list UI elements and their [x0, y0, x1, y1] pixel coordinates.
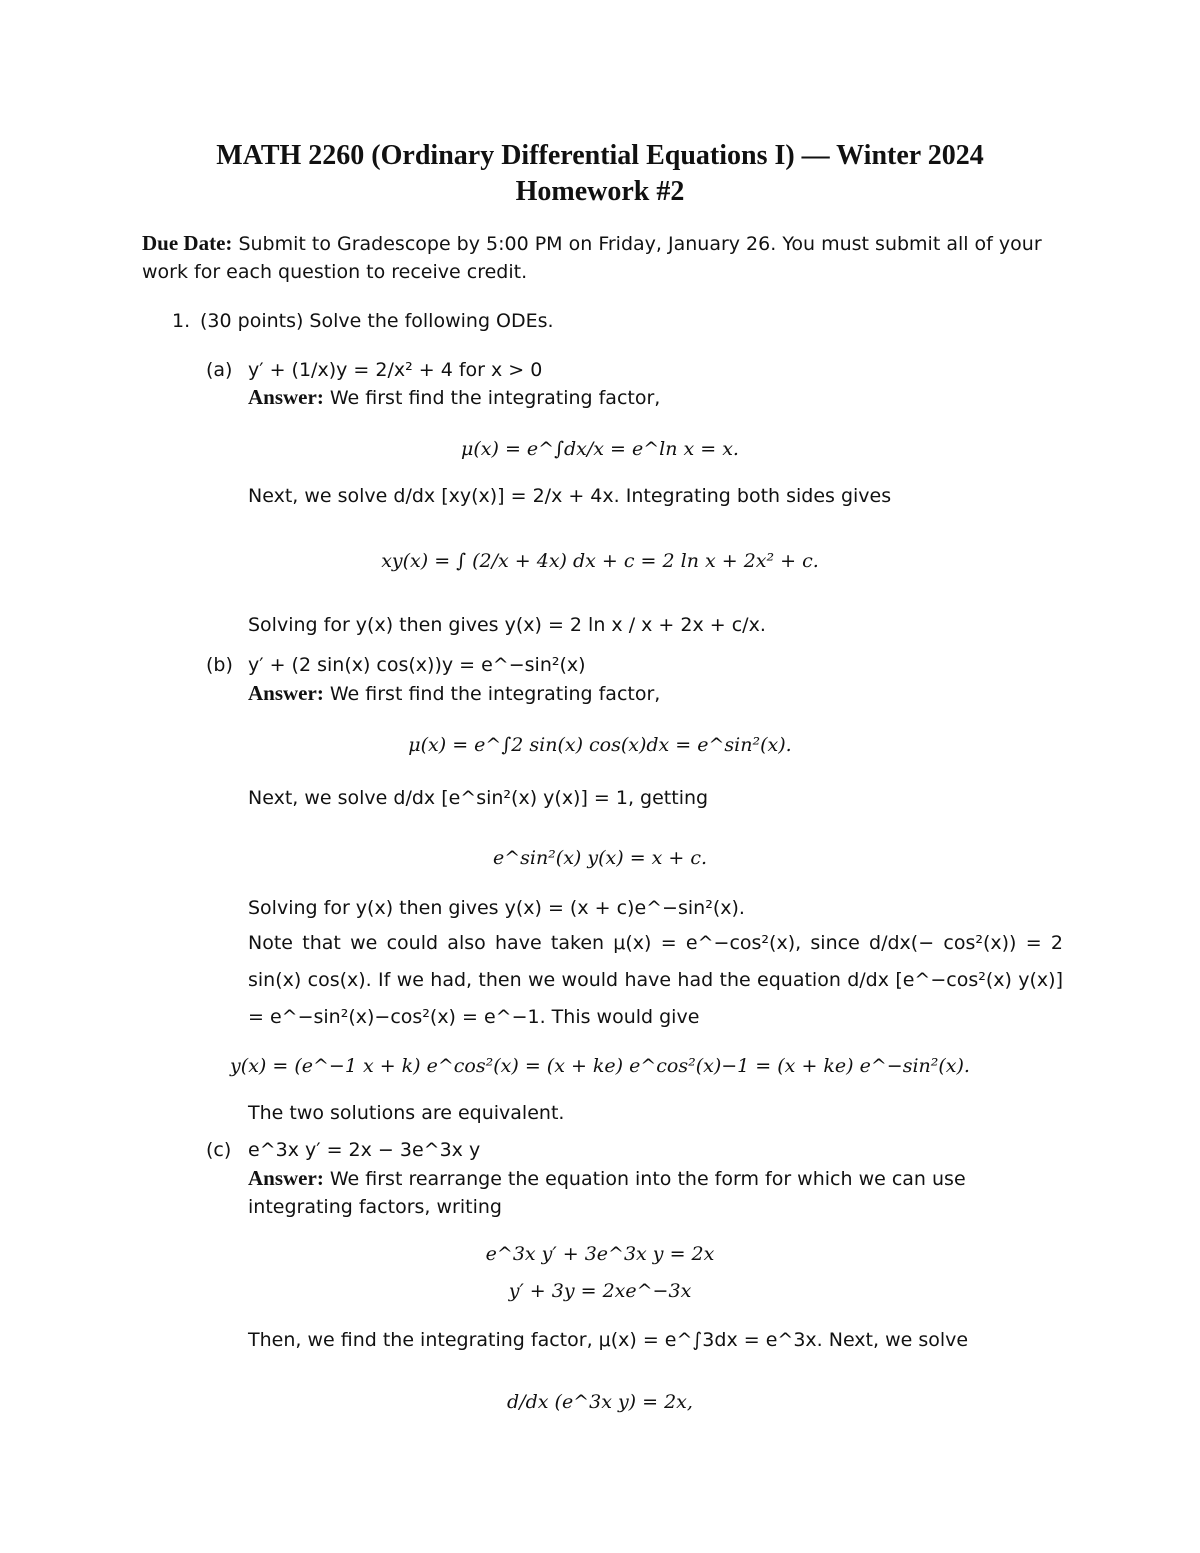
equation: μ(x) = e^∫dx/x = e^ln x = x.	[461, 438, 739, 460]
due-date-label: Due Date:	[142, 231, 233, 255]
equation: y′ + 3y = 2xe^−3x	[508, 1280, 692, 1302]
equation: d/dx (e^3x y) = 2x,	[507, 1391, 693, 1413]
answer-text: Next, we solve d/dx [e^sin²(x) y(x)] = 1, getting	[248, 787, 709, 809]
part-c-answer-line	[248, 1164, 1063, 1221]
part-c-label: (c)	[206, 1139, 232, 1161]
answer-text: Next, we solve d/dx [xy(x)] = 2/x + 4x. Integrating both sides gives	[248, 485, 892, 507]
equation: μ(x) = e^∫2 sin(x) cos(x)dx = e^sin²(x).	[408, 734, 792, 756]
due-date-text: Submit to Gradescope by 5:00 PM on Friday, January 26. You must submit all of your work for each question to receive credit.	[142, 233, 1042, 283]
answer-text: We first find the integrating factor,	[329, 683, 661, 705]
answer-label: Answer:	[248, 385, 324, 409]
equation: y(x) = (e^−1 x + k) e^cos²(x) = (x + ke) e^cos²(x)−1 = (x + ke) e^−sin²(x).	[230, 1055, 970, 1077]
answer-text: Then, we find the integrating factor, μ(x) = e^∫3dx = e^3x. Next, we solve	[248, 1329, 969, 1351]
due-date-paragraph	[142, 229, 1062, 286]
answer-label: Answer:	[248, 681, 324, 705]
page-title: MATH 2260 (Ordinary Differential Equations I) — Winter 2024	[216, 140, 984, 171]
problem-number: 1.	[172, 310, 191, 332]
answer-text: We first rearrange the equation into the form for which we can use integrating factors, writing	[248, 1168, 966, 1218]
answer-text: Solving for y(x) then gives y(x) = (x + c)e^−sin²(x).	[248, 897, 745, 919]
answer-text: We first find the integrating factor,	[329, 387, 661, 409]
part-c-question: e^3x y′ = 2x − 3e^3x y	[248, 1139, 481, 1161]
equation: e^3x y′ + 3e^3x y = 2x	[485, 1243, 715, 1265]
answer-text: Solving for y(x) then gives y(x) = 2 ln x / x + 2x + c/x.	[248, 614, 766, 636]
part-b-question: y′ + (2 sin(x) cos(x))y = e^−sin²(x)	[248, 654, 586, 676]
part-b-answer-line	[248, 679, 1068, 708]
part-a-question: y′ + (1/x)y = 2/x² + 4 for x > 0	[248, 359, 543, 381]
part-a-label: (a)	[206, 359, 233, 381]
answer-label: Answer:	[248, 1166, 324, 1190]
equation: xy(x) = ∫ (2/x + 4x) dx + c = 2 ln x + 2x² + c.	[381, 550, 819, 572]
equation: e^sin²(x) y(x) = x + c.	[492, 847, 708, 869]
part-b-label: (b)	[206, 654, 233, 676]
answer-text: The two solutions are equivalent.	[248, 1102, 565, 1124]
part-a-answer-line	[248, 383, 1068, 412]
answer-paragraph: Note that we could also have taken μ(x) = e^−cos²(x), since d/dx(− cos²(x)) = 2 sin(x) cos(x). If we had, then we would have had the equation d/dx [e^−cos²(x) y(x)] = e^−sin²(x)−cos²(x) = e^−1. This would give	[248, 932, 1063, 1028]
problem-text: (30 points) Solve the following ODEs.	[200, 310, 554, 332]
page-subtitle: Homework #2	[515, 176, 685, 207]
